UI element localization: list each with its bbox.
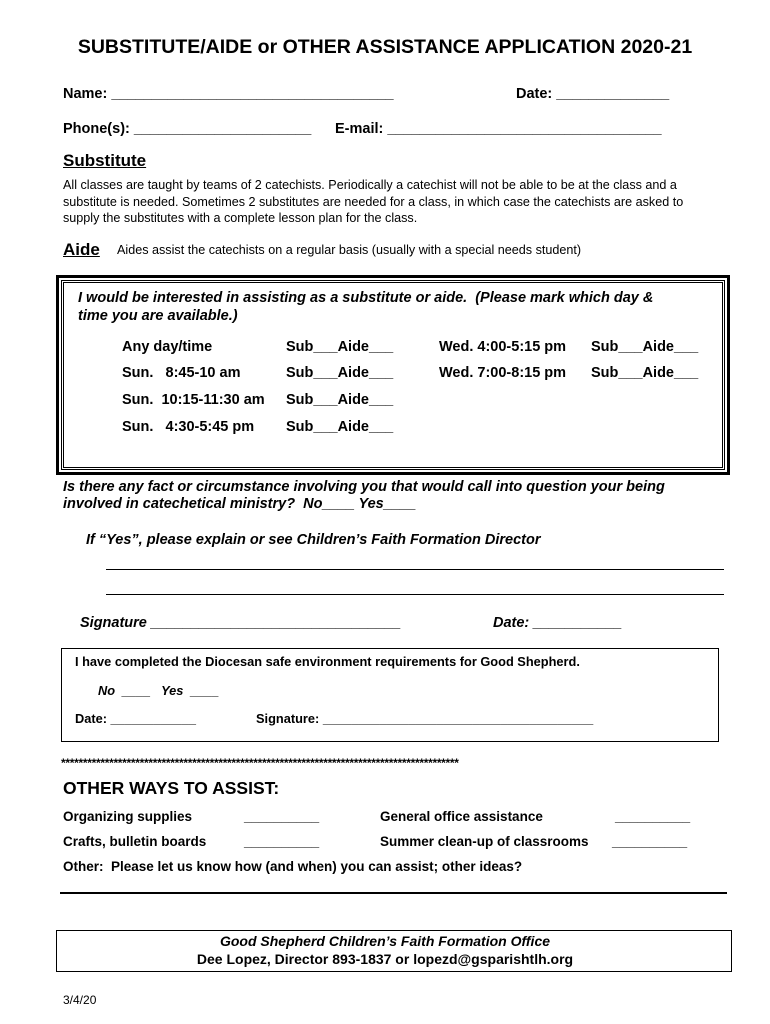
if-yes-prompt: If “Yes”, please explain or see Children’s Faith Formation Director [86,532,541,548]
explanation-line[interactable] [106,569,724,570]
assist-option-blank[interactable]: __________ [244,809,320,824]
sub-aide-checkbox[interactable]: Sub___Aide___ [286,339,394,355]
assist-option-blank[interactable]: __________ [615,809,691,824]
phone-field[interactable]: Phone(s): ______________________ [63,121,312,137]
email-field[interactable]: E-mail: __________________________________ [335,121,662,137]
section-divider: ******************************************************************************************* [61,756,459,770]
aide-description: Aides assist the catechists on a regular basis (usually with a special needs student) [117,243,582,257]
safe-environment-date[interactable]: Date: ____________ [75,711,196,726]
question-line1: Is there any fact or circumstance involving you that would call into question your being [63,479,665,495]
assist-option-blank[interactable]: __________ [612,834,688,849]
time-slot-label: Wed. 4:00-5:15 pm [439,339,567,355]
assist-option-label: General office assistance [380,809,543,824]
time-slot-label: Any day/time [122,339,213,355]
other-ideas-line[interactable] [60,892,727,894]
substitute-heading: Substitute [63,151,147,170]
sub-aide-checkbox[interactable]: Sub___Aide___ [591,339,699,355]
other-ideas-prompt: Other: Please let us know how (and when) you can assist; other ideas? [63,859,523,874]
explanation-line[interactable] [106,594,724,595]
date-field[interactable]: Date: ______________ [516,86,670,102]
assist-option-label: Organizing supplies [63,809,193,824]
time-slot-label: Sun. 8:45-10 am [122,365,241,381]
question-line2[interactable]: involved in catechetical ministry? No____ Yes____ [63,496,417,512]
footer-contact: Dee Lopez, Director 893-1837 or lopezd@gsparishtlh.org [196,951,574,967]
document-date: 3/4/20 [63,993,97,1007]
safe-environment-statement: I have completed the Diocesan safe environment requirements for Good Shepherd. [75,654,580,669]
time-slot-label: Sun. 4:30-5:45 pm [122,419,255,435]
sub-aide-checkbox[interactable]: Sub___Aide___ [286,392,394,408]
page-title: SUBSTITUTE/AIDE or OTHER ASSISTANCE APPLICATION 2020-21 [77,36,693,58]
assist-option-label: Crafts, bulletin boards [63,834,207,849]
aide-heading: Aide [63,240,100,259]
safe-environment-no-yes[interactable]: No ____ Yes ____ [98,683,219,698]
time-slot-label: Wed. 7:00-8:15 pm [439,365,567,381]
sub-aide-checkbox[interactable]: Sub___Aide___ [286,365,394,381]
signature-date-field[interactable]: Date: ___________ [493,615,622,631]
name-field[interactable]: Name: ___________________________________ [63,86,394,102]
sub-aide-checkbox[interactable]: Sub___Aide___ [286,419,394,435]
substitute-description: All classes are taught by teams of 2 catechists. Periodically a catechist will not be able to be at the class and a substitute is needed. Sometimes 2 substitutes are needed for a class, in which case the catechists are asked to supply the substitutes with a complete lesson plan for the class. [63,178,684,225]
availability-prompt-line1: I would be interested in assisting as a substitute or aide. (Please mark which day & [78,290,654,306]
sub-aide-checkbox[interactable]: Sub___Aide___ [591,365,699,381]
time-slot-label: Sun. 10:15-11:30 am [122,392,265,408]
signature-field[interactable]: Signature _______________________________ [80,615,401,631]
assist-option-blank[interactable]: __________ [244,834,320,849]
footer-office: Good Shepherd Children’s Faith Formation Office [219,933,551,949]
assist-option-label: Summer clean-up of classrooms [380,834,589,849]
other-ways-heading: OTHER WAYS TO ASSIST: [63,778,280,798]
availability-prompt-line2: time you are available.) [78,308,238,324]
safe-environment-signature[interactable]: Signature: ______________________________________ [256,711,594,726]
